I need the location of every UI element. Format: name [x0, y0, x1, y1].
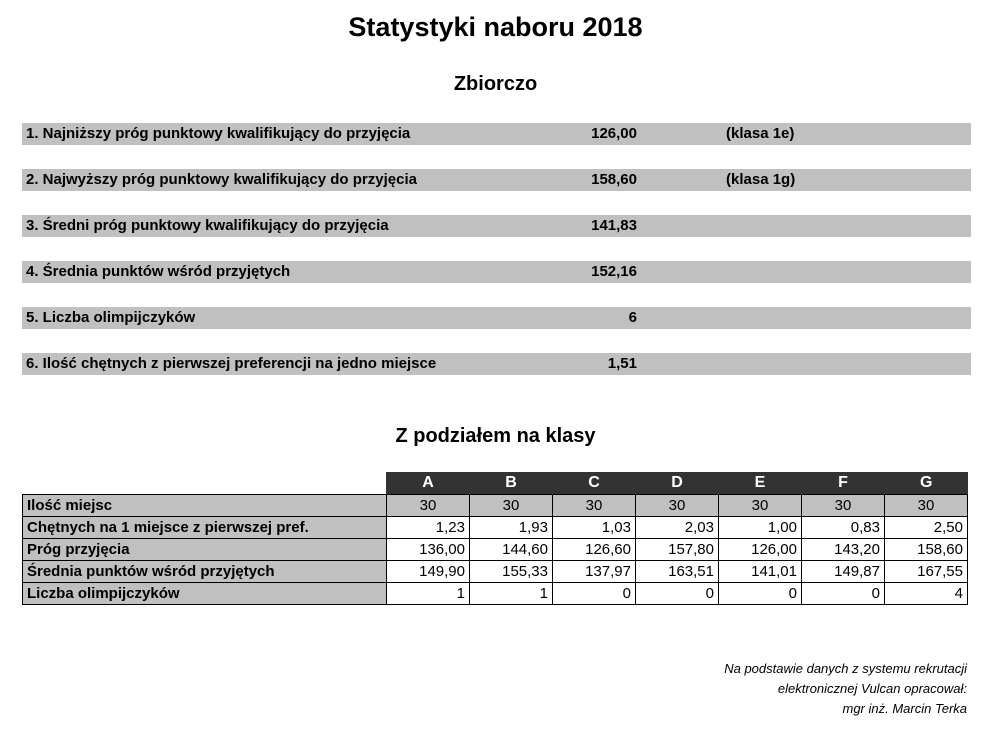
- page-title: Statystyki naboru 2018: [348, 12, 643, 42]
- summary-row: [22, 169, 971, 191]
- column-header: A: [387, 472, 470, 494]
- table-cell: 155,33: [470, 560, 553, 582]
- table-cell: 1: [387, 582, 470, 604]
- table-cell: 30: [553, 494, 636, 516]
- table-cell: 0: [719, 582, 802, 604]
- table-cell: 0: [802, 582, 885, 604]
- row-label: Średnia punktów wśród przyjętych: [23, 560, 387, 582]
- summary-value: 126,00: [591, 125, 637, 142]
- table-cell: 149,90: [387, 560, 470, 582]
- table-row: [23, 582, 968, 604]
- table-cell: 141,01: [719, 560, 802, 582]
- table-cell: 158,60: [885, 538, 968, 560]
- summary-label: 1. Najniższy próg punktowy kwalifikujący do przyjęcia: [26, 125, 411, 142]
- table-cell: 144,60: [470, 538, 553, 560]
- table-row: [23, 516, 968, 538]
- table-cell: 4: [885, 582, 968, 604]
- summary-value: 152,16: [591, 263, 637, 280]
- summary-row: [22, 307, 971, 329]
- table-cell: 149,87: [802, 560, 885, 582]
- table-cell: 143,20: [802, 538, 885, 560]
- table-cell: 30: [470, 494, 553, 516]
- summary-row: [22, 215, 971, 237]
- summary-value: 6: [628, 309, 637, 326]
- summary-note: (klasa 1e): [726, 125, 795, 142]
- column-header: C: [553, 472, 636, 494]
- credit-line: elektronicznej Vulcan opracował:: [777, 681, 967, 696]
- summary-row: [22, 353, 971, 375]
- credit-note: [724, 659, 967, 719]
- summary-value: 141,83: [591, 217, 637, 234]
- table-cell: 157,80: [636, 538, 719, 560]
- table-cell: 126,60: [553, 538, 636, 560]
- table-cell: 30: [387, 494, 470, 516]
- table-cell: 1: [470, 582, 553, 604]
- table-cell: 1,93: [470, 516, 553, 538]
- classes-table: [22, 472, 968, 605]
- summary-note: (klasa 1g): [726, 171, 796, 188]
- table-cell: 2,03: [636, 516, 719, 538]
- table-cell: 167,55: [885, 560, 968, 582]
- row-label: Liczba olimpijczyków: [23, 582, 387, 604]
- summary-label: 6. Ilość chętnych z pierwszej preferencji na jedno miejsce: [26, 355, 437, 372]
- table-row: [23, 494, 968, 516]
- summary-row: [22, 261, 971, 283]
- table-cell: 137,97: [553, 560, 636, 582]
- table-cell: 163,51: [636, 560, 719, 582]
- table-cell: 2,50: [885, 516, 968, 538]
- table-cell: 30: [885, 494, 968, 516]
- table-row: [23, 538, 968, 560]
- table-header-row: [23, 472, 968, 494]
- table-cell: 1,00: [719, 516, 802, 538]
- table-cell: 0: [636, 582, 719, 604]
- table-cell: 1,23: [387, 516, 470, 538]
- column-header: D: [636, 472, 719, 494]
- table-row: [23, 560, 968, 582]
- column-header: F: [802, 472, 885, 494]
- row-label: Próg przyjęcia: [23, 538, 387, 560]
- column-header: G: [885, 472, 968, 494]
- summary-value: 158,60: [591, 171, 637, 188]
- row-label: Ilość miejsc: [23, 494, 387, 516]
- table-cell: 0,83: [802, 516, 885, 538]
- table-cell: 126,00: [719, 538, 802, 560]
- table-cell: 30: [636, 494, 719, 516]
- row-label: Chętnych na 1 miejsce z pierwszej pref.: [23, 516, 387, 538]
- column-header: E: [719, 472, 802, 494]
- summary-label: 4. Średnia punktów wśród przyjętych: [26, 263, 291, 280]
- column-header: B: [470, 472, 553, 494]
- summary-label: 5. Liczba olimpijczyków: [26, 309, 196, 326]
- summary-value: 1,51: [607, 355, 637, 372]
- table-cell: 30: [802, 494, 885, 516]
- credit-line: Na podstawie danych z systemu rekrutacji: [724, 661, 967, 676]
- summary-heading: Zbiorczo: [453, 73, 538, 95]
- classes-heading: Z podziałem na klasy: [395, 425, 596, 447]
- summary-row: [22, 123, 971, 145]
- summary-label: 2. Najwyższy próg punktowy kwalifikujący do przyjęcia: [26, 171, 417, 188]
- summary-label: 3. Średni próg punktowy kwalifikujący do przyjęcia: [26, 217, 389, 234]
- table-corner: [23, 472, 387, 494]
- table-cell: 136,00: [387, 538, 470, 560]
- credit-author: mgr inż. Marcin Terka: [842, 701, 967, 716]
- table-cell: 0: [553, 582, 636, 604]
- table-cell: 30: [719, 494, 802, 516]
- table-cell: 1,03: [553, 516, 636, 538]
